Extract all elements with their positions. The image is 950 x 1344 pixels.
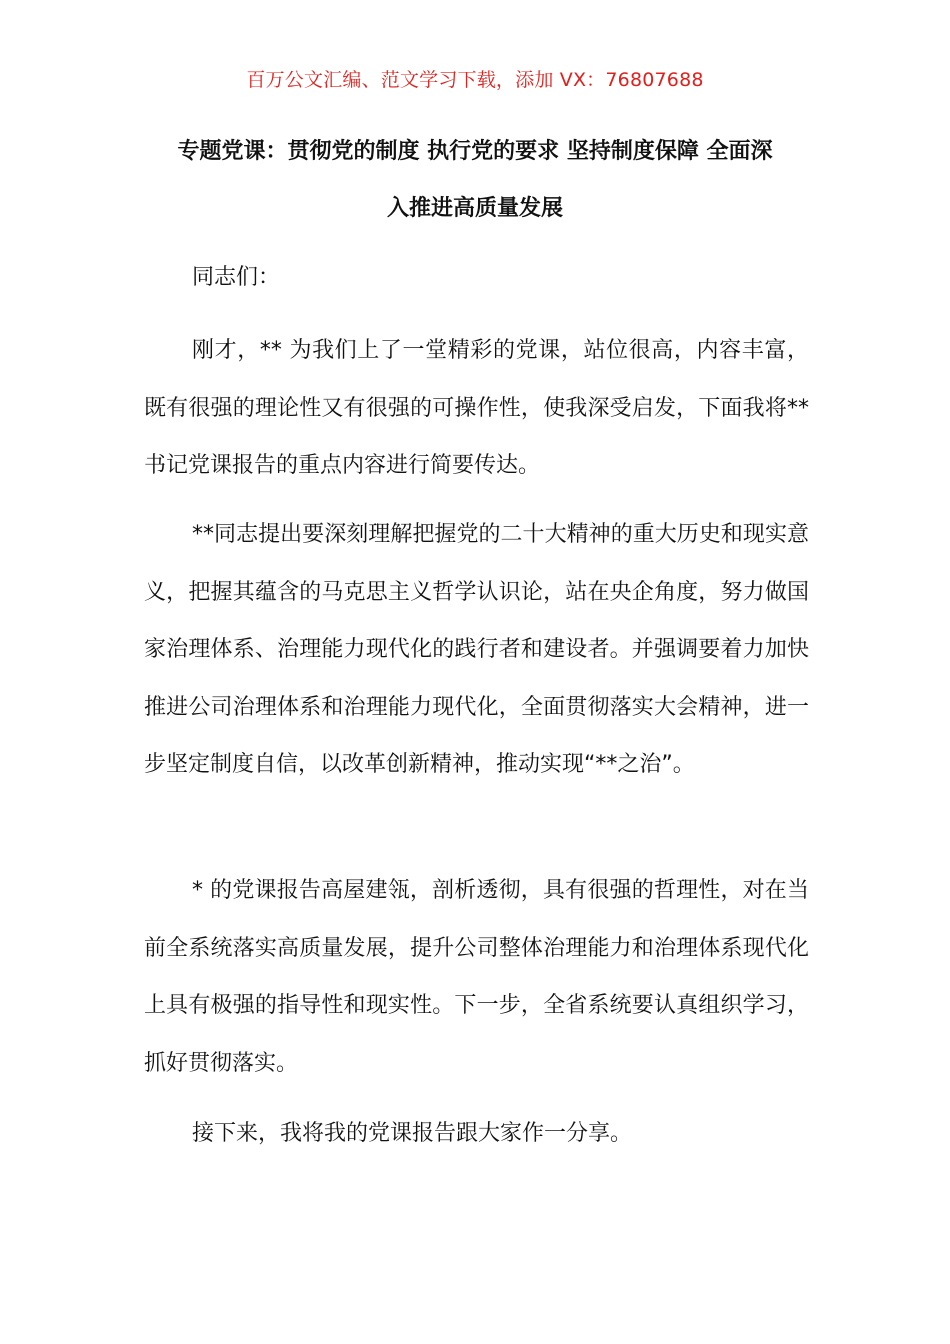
- document-title-line-2: 入推进高质量发展: [386, 196, 563, 221]
- download-banner: 百万公文汇编、范文学习下载，添加 VX：76807688: [246, 69, 704, 91]
- paragraph-2: **同志提出要深刻理解把握党的二十大精神的重大历史和现实意义，把握其蕴含的马克思主义哲学认识论，站在央企角度，努力做国家治理体系、治理能力现代化的践行者和建设者。并强调要着力加快推进公司治理体系和治理能力现代化，全面贯彻落实大会精神，进一步坚定制度自信，以改革创新精神，推动实现“**之治”。: [144, 522, 809, 777]
- salutation: 同志们：: [192, 265, 281, 290]
- paragraph-4: 接下来，我将我的党课报告跟大家作一分享。: [192, 1121, 633, 1146]
- document-title-line-1: 专题党课：贯彻党的制度 执行党的要求 坚持制度保障 全面深: [177, 139, 773, 164]
- paragraph-3: * 的党课报告高屋建瓴，剖析透彻，具有很强的哲理性，对在当前全系统落实高质量发展，提升公司整体治理能力和治理体系现代化上具有极强的指导性和现实性。下一步，全省系统要认真组织学习，抓好贯彻落实。: [144, 878, 809, 1076]
- paragraph-1: 刚才，** 为我们上了一堂精彩的党课，站位很高，内容丰富，既有很强的理论性又有很强的可操作性，使我深受启发，下面我将**书记党课报告的重点内容进行简要传达。: [144, 338, 809, 478]
